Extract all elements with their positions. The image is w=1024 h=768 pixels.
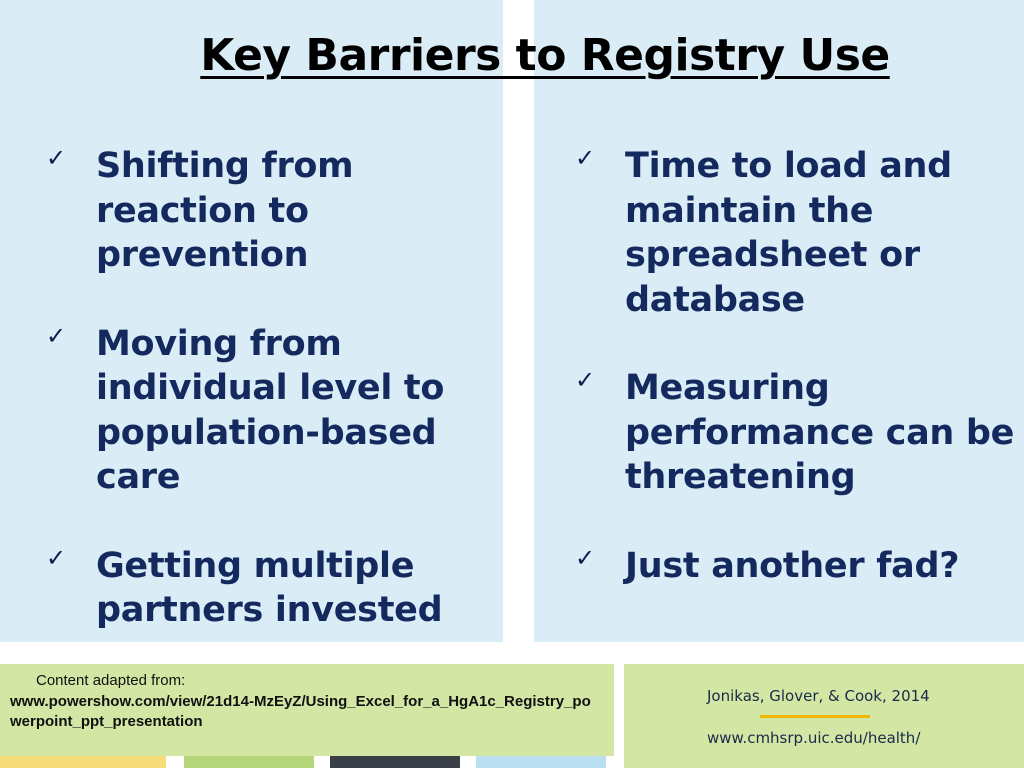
decorative-strip-yellow [0, 756, 166, 768]
bullet-item [46, 322, 486, 500]
bullet-text: Getting multiple partners invested [96, 545, 443, 630]
slide-title: Key Barriers to Registry Use [200, 30, 890, 81]
center-divider [503, 8, 534, 642]
checkmark-icon: ✓ [46, 321, 67, 350]
bullet-item [46, 544, 486, 633]
bullet-item [575, 366, 1015, 500]
right-bullet-column [575, 144, 1015, 632]
checkmark-icon: ✓ [46, 543, 67, 572]
checkmark-icon: ✓ [46, 144, 67, 172]
checkmark-icon: ✓ [575, 144, 596, 172]
checkmark-icon: ✓ [575, 543, 596, 572]
bullet-text: Moving from individual level to population-based care [96, 323, 445, 497]
bullet-text: Just another fad? [625, 545, 960, 586]
decorative-strip-blue [476, 756, 606, 768]
bullet-text: Time to load and maintain the spreadsheet or database [625, 146, 952, 320]
source-url-link[interactable]: www.powershow.com/view/21d14-MzEyZ/Using_Excel_for_a_HgA1c_Registry_powerpoint_ppt_presentation [10, 693, 591, 730]
bullet-text: Shifting from reaction to prevention [96, 146, 354, 275]
bullet-text: Measuring performance can be threatening [625, 368, 1015, 497]
decorative-strip-dark [330, 756, 460, 768]
author-credit: Jonikas, Glover, & Cook, 2014 [707, 687, 930, 705]
website-link[interactable]: www.cmhsrp.uic.edu/health/ [707, 729, 921, 747]
accent-divider [760, 715, 870, 718]
checkmark-icon: ✓ [575, 366, 596, 394]
bullet-item [575, 544, 1015, 589]
decorative-strip-green [184, 756, 314, 768]
source-label: Content adapted from: [36, 672, 186, 689]
bullet-item [46, 144, 486, 278]
bullet-item [575, 144, 1015, 322]
left-bullet-column [46, 144, 486, 677]
